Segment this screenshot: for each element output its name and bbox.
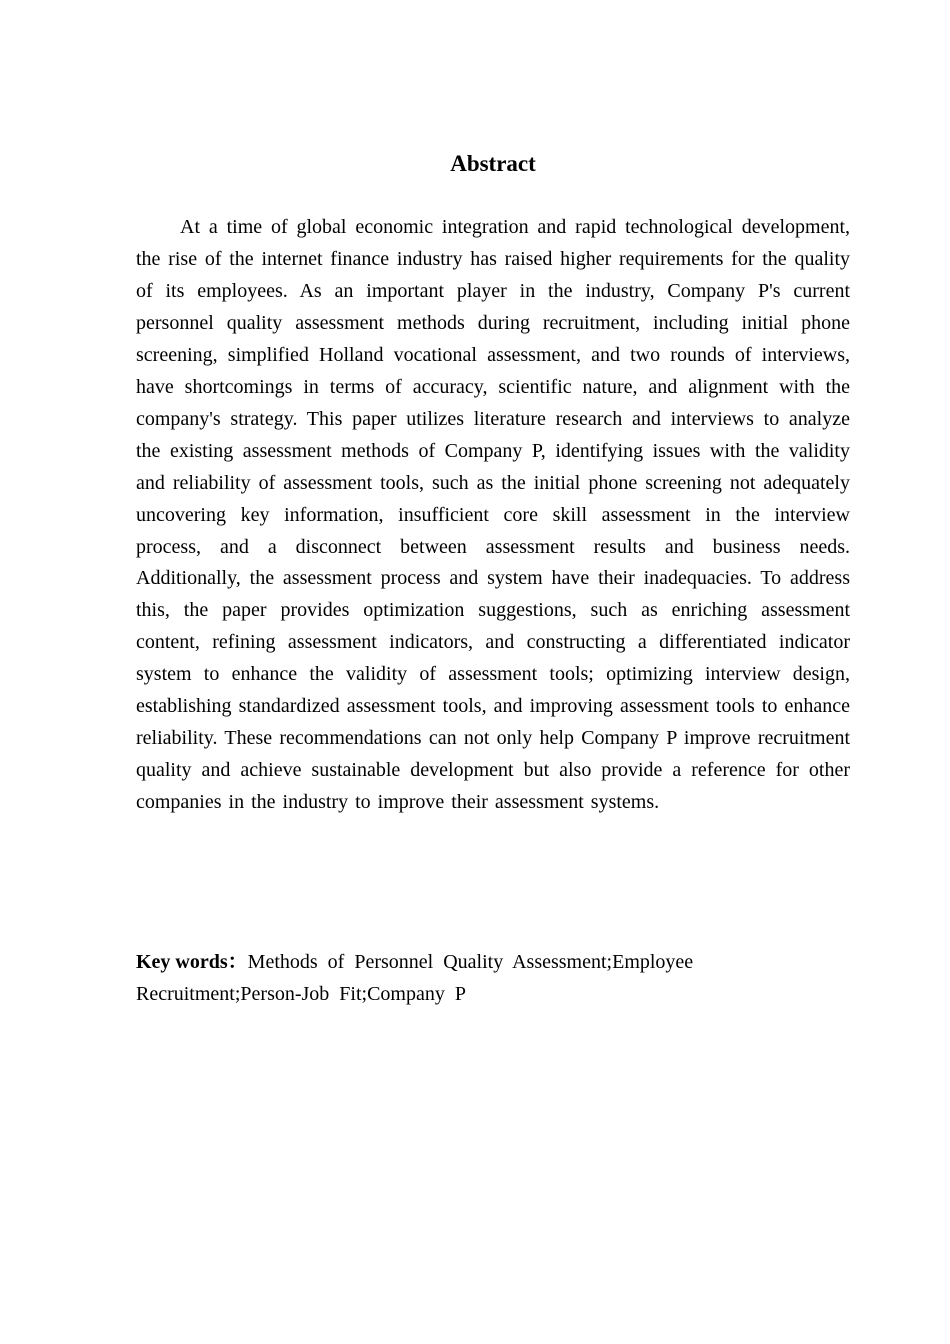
- abstract-paragraph: At a time of global economic integration and rapid technological development, the rise of the internet finance industry has raised higher requirements for the quality of its employees. As an important player in the industry, Company P's current personnel quality assessment methods during recruitment, including initial phone screening, simplified Holland vocational assessment, and two rounds of interviews, have shortcomings in terms of accuracy, scientific nature, and alignment with the company's strategy. This paper utilizes literature research and interviews to analyze the existing assessment methods of Company P, identifying issues with the validity and reliability of assessment tools, such as the initial phone screening not adequately uncovering key information, insufficient core skill assessment in the interview process, and a disconnect between assessment results and business needs. Additionally, the assessment process and system have their inadequacies. To address this, the paper provides optimization suggestions, such as enriching assessment content, refining assessment indicators, and constructing a differentiated indicator system to enhance the validity of assessment tools; optimizing interview design, establishing standardized assessment tools, and improving assessment tools to enhance reliability. These recommendations can not only help Company P improve recruitment quality and achieve sustainable development but also provide a reference for other companies in the industry to improve their assessment systems.: [136, 216, 850, 814]
- keywords-text: Methods of Personnel Quality Assessment;Employee Recruitment;Person-Job Fit;Company P: [136, 951, 694, 1005]
- abstract-title: Abstract: [450, 151, 536, 176]
- keywords-line: [136, 946, 776, 1010]
- keywords-label: Key words：: [136, 951, 248, 973]
